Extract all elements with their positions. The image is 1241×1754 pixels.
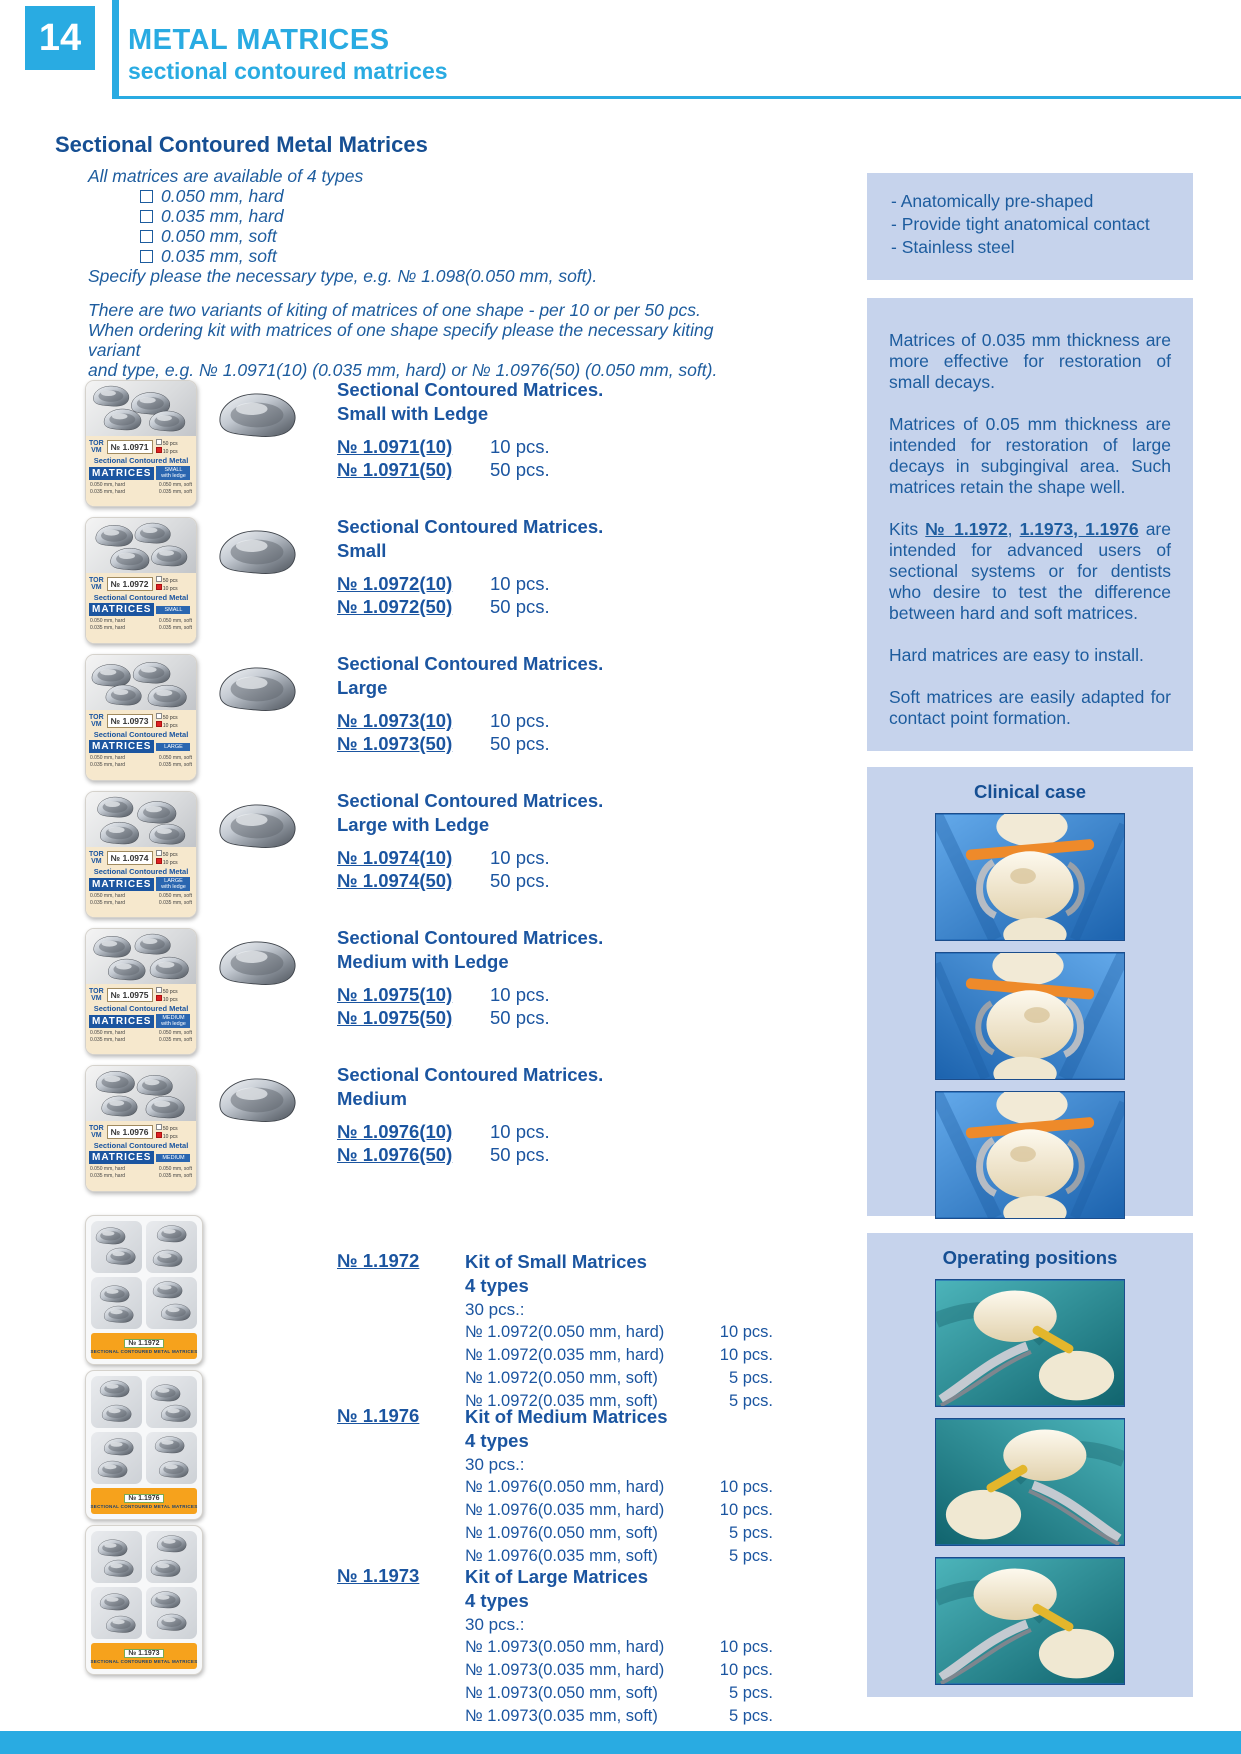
package-number: № 1.0972 bbox=[107, 577, 153, 591]
page-number-badge bbox=[25, 6, 95, 70]
kit-sku: № 1.1973 bbox=[337, 1565, 420, 1586]
product-package-photo bbox=[85, 791, 197, 918]
operating-photo bbox=[935, 1279, 1125, 1407]
feature-item: - Provide tight anatomical contact bbox=[891, 214, 1150, 234]
brand-logo: TOR VM bbox=[89, 850, 104, 865]
package-matrices-window bbox=[86, 518, 196, 573]
brand-logo: TOR VM bbox=[89, 713, 104, 728]
section-heading: Sectional Contoured Metal Matrices bbox=[55, 132, 428, 157]
kit-item: № 1.0972(0.050 mm, hard) 10 pcs. bbox=[465, 1323, 773, 1341]
matrix-band-photo bbox=[213, 662, 301, 716]
product-sku: № 1.0975(10) bbox=[337, 984, 453, 1005]
kit-total: 30 pcs.: bbox=[465, 1455, 525, 1474]
product-row bbox=[85, 926, 785, 1060]
product-text bbox=[337, 926, 603, 1029]
info-box bbox=[867, 298, 1193, 751]
kit-item: № 1.0976(0.035 mm, hard) 10 pcs. bbox=[465, 1501, 773, 1519]
matrix-band-photo bbox=[213, 1073, 301, 1127]
package-size-tag: SMALL with ledge bbox=[156, 466, 190, 480]
product-title-line2: Medium with Ledge bbox=[337, 951, 509, 972]
product-qty: 50 pcs. bbox=[490, 596, 550, 617]
tooth-photo-icon bbox=[936, 1558, 1124, 1684]
kit-reference-link: 1.1973, 1.1976 bbox=[1019, 519, 1139, 539]
kit-item: № 1.0972(0.050 mm, soft) 5 pcs. bbox=[465, 1369, 773, 1387]
product-title-line2: Medium bbox=[337, 1088, 407, 1109]
checkbox-icon bbox=[140, 250, 153, 263]
kit-item: № 1.0973(0.050 mm, soft) 5 pcs. bbox=[465, 1684, 773, 1702]
product-row bbox=[85, 652, 785, 786]
product-title-line2: Small bbox=[337, 540, 387, 561]
info-paragraph: Kits № 1.1972, 1.1973, 1.1976 are intended for advanced users of sectional systems or for dentists who desire to test the difference between hard and soft matrices. bbox=[889, 519, 1171, 623]
tooth-photo-icon bbox=[936, 1419, 1124, 1545]
operating-photo bbox=[935, 1418, 1125, 1546]
kit-types: 4 types bbox=[465, 1430, 529, 1451]
kit-total: 30 pcs.: bbox=[465, 1300, 525, 1319]
type-item: 0.050 mm, soft bbox=[140, 226, 768, 246]
clinical-case-box bbox=[867, 767, 1193, 1216]
kit-types: 4 types bbox=[465, 1590, 529, 1611]
product-text bbox=[337, 378, 603, 481]
kit-types: 4 types bbox=[465, 1275, 529, 1296]
operating-positions-title: Operating positions bbox=[942, 1247, 1118, 1268]
package-label: TOR VM № 1.0971 50 pcs 10 pcs Sectional Contoured Metal MATRICES SMALL with ledge 0.050 mm, hard 0.035 mm, hard 0.050 mm, soft 0.035 mm, soft bbox=[86, 436, 196, 506]
product-title-line2: Large with Ledge bbox=[337, 814, 490, 835]
product-text bbox=[337, 789, 603, 892]
kit-item: № 1.0972(0.035 mm, soft) 5 pcs. bbox=[465, 1392, 773, 1410]
package-number: № 1.0974 bbox=[107, 851, 153, 865]
tooth-photo-icon bbox=[936, 1092, 1124, 1218]
matrix-band-photo bbox=[213, 936, 301, 990]
clinical-case-title: Clinical case bbox=[973, 781, 1087, 802]
product-sku: № 1.0971(50) bbox=[337, 459, 453, 480]
kit-reference-link: № 1.1972 bbox=[925, 519, 1008, 539]
package-label: TOR VM № 1.0975 50 pcs 10 pcs Sectional Contoured Metal MATRICES MEDIUM with ledge 0.050 mm, hard 0.035 mm, hard 0.050 mm, soft 0.035 mm, soft bbox=[86, 984, 196, 1054]
operating-photo bbox=[935, 1557, 1125, 1685]
package-size-tag: MEDIUM with ledge bbox=[156, 1014, 190, 1028]
kit-package-photo bbox=[85, 1215, 203, 1365]
product-qty: 10 pcs. bbox=[490, 984, 550, 1005]
feature-item: - Anatomically pre-shaped bbox=[891, 191, 1094, 211]
product-package-photo bbox=[85, 1065, 197, 1192]
product-sku: № 1.0971(10) bbox=[337, 436, 453, 457]
product-text bbox=[337, 515, 603, 618]
clinical-photo bbox=[935, 952, 1125, 1080]
product-title-line1: Sectional Contoured Matrices. bbox=[337, 516, 604, 537]
info-paragraph: Matrices of 0.035 mm thickness are more effective for restoration of small decays. bbox=[889, 330, 1171, 392]
footer-bar bbox=[0, 1731, 1241, 1754]
kit-package-photo bbox=[85, 1525, 203, 1675]
product-title-line1: Sectional Contoured Matrices. bbox=[337, 927, 604, 948]
kit-item: № 1.0972(0.035 mm, hard) 10 pcs. bbox=[465, 1346, 773, 1364]
product-sku: № 1.0974(50) bbox=[337, 870, 453, 891]
product-text bbox=[337, 1063, 603, 1166]
package-label: TOR VM № 1.0976 50 pcs 10 pcs Sectional Contoured Metal MATRICES MEDIUM 0.050 mm, hard 0.035 mm, hard 0.050 mm, soft 0.035 mm, soft bbox=[86, 1121, 196, 1191]
package-pcs-options: 50 pcs 10 pcs bbox=[156, 713, 178, 729]
product-qty: 50 pcs. bbox=[490, 459, 550, 480]
type-list bbox=[140, 186, 768, 266]
brand-logo: TOR VM bbox=[89, 576, 104, 591]
product-sku: № 1.0973(10) bbox=[337, 710, 453, 731]
product-title-line1: Sectional Contoured Matrices. bbox=[337, 790, 604, 811]
product-qty: 50 pcs. bbox=[490, 733, 550, 754]
matrix-band-photo bbox=[213, 525, 301, 579]
kit-total: 30 pcs.: bbox=[465, 1615, 525, 1634]
page-subtitle: sectional contoured matrices bbox=[128, 58, 448, 84]
product-title-line1: Sectional Contoured Matrices. bbox=[337, 379, 604, 400]
kit-package-number: № 1.1973 bbox=[124, 1649, 163, 1658]
package-size-tag: LARGE bbox=[156, 743, 190, 751]
product-row bbox=[85, 378, 785, 512]
kit-name: Kit of Large Matrices bbox=[465, 1566, 648, 1587]
matrix-band-photo bbox=[213, 799, 301, 853]
product-package-photo bbox=[85, 928, 197, 1055]
kit-item: № 1.0976(0.050 mm, hard) 10 pcs. bbox=[465, 1478, 773, 1496]
brand-logo: TOR VM bbox=[89, 1124, 104, 1139]
kit-sku: № 1.1976 bbox=[337, 1405, 420, 1426]
package-matrices-window bbox=[86, 792, 196, 847]
package-label: TOR VM № 1.0974 50 pcs 10 pcs Sectional Contoured Metal MATRICES LARGE with ledge 0.050 mm, hard 0.035 mm, hard 0.050 mm, soft 0.035 mm, soft bbox=[86, 847, 196, 917]
kit-item: № 1.0973(0.050 mm, hard) 10 pcs. bbox=[465, 1638, 773, 1656]
kit-item: № 1.0976(0.035 mm, soft) 5 pcs. bbox=[465, 1547, 773, 1565]
kit-package-label: № 1.1973 SECTIONAL CONTOURED METAL MATRICES bbox=[91, 1643, 197, 1669]
package-number: № 1.0971 bbox=[107, 440, 153, 454]
intro-line: All matrices are available of 4 types bbox=[88, 166, 364, 186]
package-label: TOR VM № 1.0972 50 pcs 10 pcs Sectional Contoured Metal MATRICES SMALL 0.050 mm, hard 0.035 mm, hard 0.050 mm, soft 0.035 mm, soft bbox=[86, 573, 196, 643]
package-pcs-options: 50 pcs 10 pcs bbox=[156, 987, 178, 1003]
header-vertical-rule bbox=[112, 0, 119, 99]
operating-positions-box bbox=[867, 1233, 1193, 1697]
product-row bbox=[85, 515, 785, 649]
kit-item: № 1.0973(0.035 mm, soft) 5 pcs. bbox=[465, 1707, 773, 1725]
product-row bbox=[85, 789, 785, 923]
package-number: № 1.0975 bbox=[107, 988, 153, 1002]
kit-package-number: № 1.1976 bbox=[124, 1494, 163, 1503]
product-qty: 10 pcs. bbox=[490, 436, 550, 457]
package-size-tag: MEDIUM bbox=[156, 1154, 190, 1162]
product-sku: № 1.0973(50) bbox=[337, 733, 453, 754]
product-sku: № 1.0972(50) bbox=[337, 596, 453, 617]
package-matrices-window bbox=[86, 381, 196, 436]
product-row bbox=[85, 1063, 785, 1197]
product-sku: № 1.0972(10) bbox=[337, 573, 453, 594]
package-pcs-options: 50 pcs 10 pcs bbox=[156, 1124, 178, 1140]
intro-line: Specify please the necessary type, e.g. № 1.098(0.050 mm, soft). bbox=[88, 266, 598, 286]
package-matrices-window bbox=[86, 1066, 196, 1121]
product-sku: № 1.0976(10) bbox=[337, 1121, 453, 1142]
product-sku: № 1.0975(50) bbox=[337, 1007, 453, 1028]
clinical-photo bbox=[935, 1091, 1125, 1219]
package-matrices-window bbox=[86, 655, 196, 710]
kit-item: № 1.0976(0.050 mm, soft) 5 pcs. bbox=[465, 1524, 773, 1542]
info-paragraph: Matrices of 0.05 mm thickness are intended for restoration of large decays in subgingival area. Such matrices retain the shape well. bbox=[889, 414, 1171, 497]
product-qty: 50 pcs. bbox=[490, 1007, 550, 1028]
kit-package-label: № 1.1976 SECTIONAL CONTOURED METAL MATRICES bbox=[91, 1488, 197, 1514]
product-sku: № 1.0974(10) bbox=[337, 847, 453, 868]
package-size-tag: SMALL bbox=[156, 606, 190, 614]
intro-line: and type, e.g. № 1.0971(10) (0.035 mm, hard) or № 1.0976(50) (0.050 mm, soft). bbox=[88, 360, 718, 380]
kit-name: Kit of Medium Matrices bbox=[465, 1406, 668, 1427]
intro-line: When ordering kit with matrices of one shape specify please the necessary kiting variant bbox=[88, 320, 714, 360]
kit-name: Kit of Small Matrices bbox=[465, 1251, 647, 1272]
checkbox-icon bbox=[140, 190, 153, 203]
intro-text-block bbox=[88, 166, 768, 380]
kit-item: № 1.0973(0.035 mm, hard) 10 pcs. bbox=[465, 1661, 773, 1679]
kit-package-number: № 1.1972 bbox=[124, 1339, 163, 1348]
package-number: № 1.0976 bbox=[107, 1125, 153, 1139]
product-title-line2: Large bbox=[337, 677, 388, 698]
tooth-photo-icon bbox=[936, 1280, 1124, 1406]
type-item: 0.035 mm, soft bbox=[140, 246, 768, 266]
package-size-tag: LARGE with ledge bbox=[156, 877, 190, 891]
type-item: 0.050 mm, hard bbox=[140, 186, 768, 206]
features-box bbox=[867, 173, 1193, 280]
product-qty: 10 pcs. bbox=[490, 573, 550, 594]
package-matrices-window bbox=[86, 929, 196, 984]
clinical-photo bbox=[935, 813, 1125, 941]
package-pcs-options: 50 pcs 10 pcs bbox=[156, 439, 178, 455]
product-sku: № 1.0976(50) bbox=[337, 1144, 453, 1165]
product-package-photo bbox=[85, 380, 197, 507]
product-text bbox=[337, 652, 603, 755]
product-qty: 10 pcs. bbox=[490, 710, 550, 731]
product-package-photo bbox=[85, 517, 197, 644]
header-horizontal-rule bbox=[112, 96, 1241, 99]
brand-logo: TOR VM bbox=[89, 439, 104, 454]
tooth-photo-icon bbox=[936, 814, 1124, 940]
kit-package-label: № 1.1972 SECTIONAL CONTOURED METAL MATRICES bbox=[91, 1333, 197, 1359]
product-qty: 50 pcs. bbox=[490, 870, 550, 891]
kit-package-photo bbox=[85, 1370, 203, 1520]
kit-sku: № 1.1972 bbox=[337, 1250, 420, 1271]
product-package-photo bbox=[85, 654, 197, 781]
package-pcs-options: 50 pcs 10 pcs bbox=[156, 850, 178, 866]
tooth-photo-icon bbox=[936, 953, 1124, 1079]
page-title: METAL MATRICES bbox=[128, 24, 390, 56]
checkbox-icon bbox=[140, 230, 153, 243]
page-number: 14 bbox=[38, 16, 82, 59]
product-qty: 10 pcs. bbox=[490, 847, 550, 868]
package-pcs-options: 50 pcs 10 pcs bbox=[156, 576, 178, 592]
package-number: № 1.0973 bbox=[107, 714, 153, 728]
product-title-line1: Sectional Contoured Matrices. bbox=[337, 1064, 604, 1085]
matrix-band-photo bbox=[213, 388, 301, 442]
checkbox-icon bbox=[140, 210, 153, 223]
intro-line: There are two variants of kiting of matrices of one shape - per 10 or per 50 pcs. bbox=[88, 300, 701, 320]
product-title-line1: Sectional Contoured Matrices. bbox=[337, 653, 604, 674]
feature-item: - Stainless steel bbox=[891, 237, 1015, 257]
package-label: TOR VM № 1.0973 50 pcs 10 pcs Sectional Contoured Metal MATRICES LARGE 0.050 mm, hard 0.035 mm, hard 0.050 mm, soft 0.035 mm, soft bbox=[86, 710, 196, 780]
product-title-line2: Small with Ledge bbox=[337, 403, 489, 424]
info-paragraph: Hard matrices are easy to install. bbox=[889, 645, 1144, 665]
type-item: 0.035 mm, hard bbox=[140, 206, 768, 226]
product-qty: 10 pcs. bbox=[490, 1121, 550, 1142]
product-qty: 50 pcs. bbox=[490, 1144, 550, 1165]
info-paragraph: Soft matrices are easily adapted for contact point formation. bbox=[889, 687, 1171, 728]
brand-logo: TOR VM bbox=[89, 987, 104, 1002]
